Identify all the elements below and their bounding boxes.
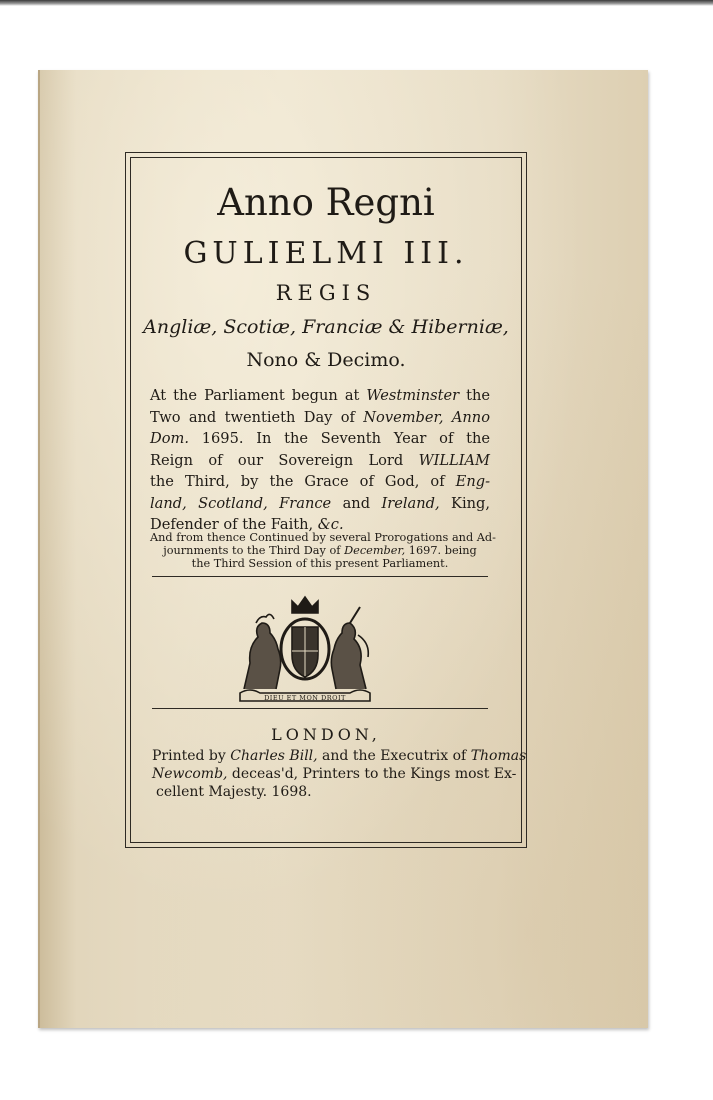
paragraph-line: Dom. 1695. In the Seventh Year of the xyxy=(150,430,490,447)
imprint-text xyxy=(152,747,527,801)
title-nono-decimo: Nono & Decimo. xyxy=(246,349,406,371)
title-kingdoms: Angliæ, Scotiæ, Franciæ & Hiberniæ, xyxy=(143,316,509,338)
title-anno-regni: Anno Regni xyxy=(217,181,435,224)
title-regis: REGIS xyxy=(275,281,377,305)
title-page xyxy=(38,70,648,1028)
divider-rule xyxy=(152,576,488,577)
imprint-line: Newcomb, deceas'd, Printers to the Kings most Ex- xyxy=(152,766,517,782)
royal-arms-woodcut xyxy=(230,593,380,713)
session-line: journments to the Third Day of December, 1697. being xyxy=(163,544,477,557)
border-frame xyxy=(125,152,527,848)
imprint-line: cellent Majesty. 1698. xyxy=(156,784,312,800)
paragraph-line: land, Scotland, France and Ireland, King, xyxy=(150,494,490,512)
arms-motto: DIEU ET MON DROIT xyxy=(264,694,346,702)
paragraph-line: Reign of our Sovereign Lord WILLIAM xyxy=(150,451,490,469)
paragraph-line: the Third, by the Grace of God, of Eng- xyxy=(150,473,490,490)
paragraph-line: Two and twentieth Day of November, Anno xyxy=(150,408,490,426)
session-note xyxy=(150,531,496,570)
paragraph-line: Defender of the Faith, &c. xyxy=(150,516,344,533)
session-line: And from thence Continued by several Prorogations and Ad- xyxy=(150,531,496,544)
parliament-paragraph xyxy=(150,385,490,536)
session-line: the Third Session of this present Parliament. xyxy=(191,557,449,570)
title-gulielmi: GULIELMI III. xyxy=(183,236,469,271)
imprint-line: Printed by Charles Bill, and the Executrix of Thomas xyxy=(152,748,527,764)
scan-edge xyxy=(0,0,713,6)
imprint-city: LONDON, xyxy=(271,725,381,744)
divider-rule xyxy=(152,708,488,709)
coat-of-arms-icon xyxy=(230,593,380,705)
paragraph-line: At the Parliament begun at Westminster the xyxy=(150,387,490,404)
